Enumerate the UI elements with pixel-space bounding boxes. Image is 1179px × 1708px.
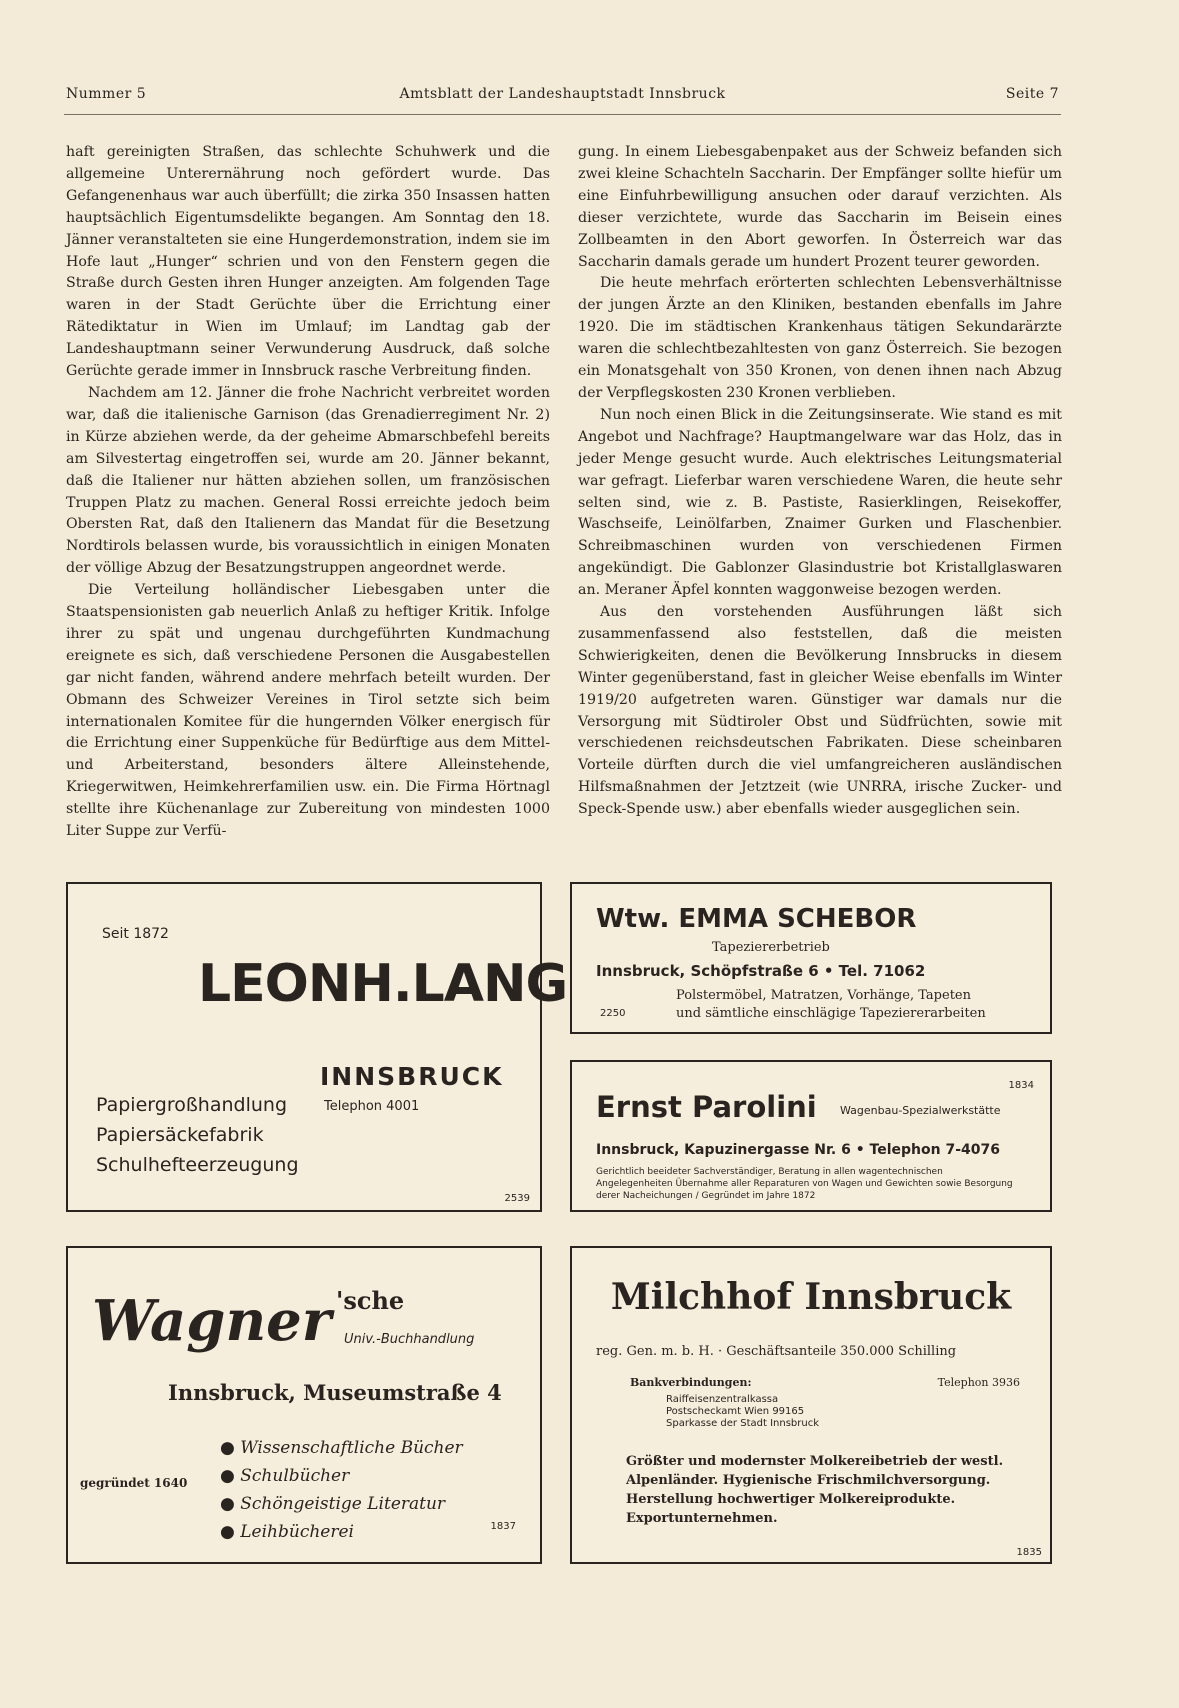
- parolini-fine-2: Angelegenheiten Übernahme aller Reparaturen von Wagen und Gewichten sowie Besorgung derer Nacheichungen / Gegründet im Jahre 1872: [596, 1179, 1013, 1201]
- milchhof-bank-2: Postscheckamt Wien 99165: [666, 1406, 805, 1417]
- milchhof-bank-1: Raiffeisenzentralkassa: [666, 1394, 779, 1405]
- wagner-sub: Univ.-Buchhandlung: [344, 1332, 475, 1347]
- lang-code: 2539: [504, 1193, 530, 1204]
- schebor-address: Innsbruck, Schöpfstraße 6 • Tel. 71062: [596, 962, 926, 980]
- milchhof-phone: Telephon 3936: [937, 1376, 1020, 1389]
- milchhof-code: 1835: [1016, 1547, 1042, 1558]
- left-column: [66, 142, 550, 843]
- right-paragraph-4: Aus den vorstehenden Ausführungen läßt sich zusammenfassend also feststellen, daß die meisten Schwierigkeiten, denen die Bevölkerung Innsbrucks in diesem Winter gegenüberstand, fast in gleicher Weise ebenfalls im Winter 1919/20 aufgetreten waren. Günstiger war damals nur die Versorgung mit Südtiroler Obst und Südfrüchten, sowie mit verschiedenen reichsdeutschen Fabrikaten. Diese scheinbaren Vorteile dürften durch die viel umfangreicheren ausländischen Hilfsmaßnahmen der Jetztzeit (wie UNRRA, irische Zucker- und Speck-Spende usw.) aber ebenfalls wieder ausgeglichen sein.: [578, 604, 1062, 818]
- schebor-goods-2: und sämtliche einschlägige Tapeziererarbeiten: [676, 1006, 986, 1021]
- wagner-item-1: [220, 1438, 463, 1458]
- wagner-founded: gegründet 1640: [80, 1476, 188, 1490]
- milchhof-bank-label: Bankverbindungen:: [630, 1376, 752, 1389]
- wagner-item-label: Schulbücher: [240, 1466, 350, 1486]
- right-paragraph-1: gung. In einem Liebesgabenpaket aus der Schweiz befanden sich zwei kleine Schachteln Saccharin. Der Empfänger sollte hiefür um eine Einfuhrbewilligung ansuchen oder darauf verzichten. Als dieser verzichtete, wurde das Saccharin im Beisein eines Zollbeamten in den Abort geworfen. In Österreich war das Saccharin damals gerade um hundert Prozent teurer geworden.: [578, 144, 1062, 270]
- left-paragraph-2: Nachdem am 12. Jänner die frohe Nachricht verbreitet worden war, daß die italienische Garnison (das Grenadierregiment Nr. 2) in Kürze abziehen werde, da der geheime Abmarschbefehl bereits am Silvestertag eingetroffen sei, wurde am 20. Jänner bekannt, daß die Italiener nur hätten abziehen sollen, um französischen Truppen Platz zu machen. General Rossi erreichte jedoch beim Obersten Rat, daß den Italienern das Mandat für die Besetzung Nordtirols belassen wurde, bis voraussichtlich in einigen Monaten der völlige Abzug der Besatzungstruppen angeordnet werde.: [66, 384, 550, 577]
- ad-leonh-lang: [66, 882, 568, 1212]
- left-paragraph-1: haft gereinigten Straßen, das schlechte Schuhwerk und die allgemeine Unterernährung noch gefördert wurde. Das Gefangenenhaus war auch überfüllt; die zirka 350 Insassen hatten hauptsächlich Eigentumsdelikte begangen. Am Sonntag den 18. Jänner veranstalteten sie eine Hungerdemonstration, indem sie im Hofe laut „Hunger“ schrien und von den Fenstern gegen die Straße durch Gesten ihren Hunger anzeigten. Am folgenden Tage waren in der Stadt Gerüchte über die Errichtung einer Rätediktatur in Wien im Umlauf; im Landtag gab der Landeshauptmann seiner Verwunderung Ausdruck, daß solche Gerüchte gerade immer in Innsbruck rasche Verbreitung finden.: [66, 144, 550, 380]
- right-paragraph-2: Die heute mehrfach erörterten schlechten Lebensverhältnisse der jungen Ärzte an den Kliniken, bestanden ebenfalls im Jahre 1920. Die im städtischen Krankenhaus tätigen Sekundarärzte waren die schlechtbezahltesten von ganz Österreich. Sie bezogen ein Monatsgehalt von 350 Kronen, von denen ihnen nach Abzug der Verpflegskosten 230 Kronen verblieben.: [578, 275, 1062, 401]
- left-paragraph-3: Die Verteilung holländischer Liebesgaben unter die Staatspensionisten gab neuerlich Anlaß zu heftiger Kritik. Infolge ihrer zu spät und ungenau durchgeführten Kundmachung ereignete es sich, daß verschiedene Personen die Ausgabestellen gar nicht fanden, während andere mehrfach beteilt wurden. Der Obmann des Schweizer Vereines in Tirol setzte sich beim internationalen Komitee für die hungernden Völker energisch für die Errichtung einer Suppenküche für Bedürftige aus dem Mittel- und Arbeiterstand, besonders ältere Alleinstehende, Kriegerwitwen, Heimkehrerfamilien usw. ein. Die Firma Hörtnagl stellte ihre Küchenanlage zur Zubereitung von mindesten 1000 Liter Suppe zur Verfü-: [66, 582, 550, 840]
- ad-ernst-parolini: [570, 1060, 1052, 1212]
- bullet-icon: ●: [220, 1494, 241, 1514]
- wagner-item-2: [220, 1466, 349, 1486]
- wagner-suffix: 'sche: [336, 1286, 405, 1315]
- wagner-item-3: [220, 1494, 445, 1514]
- ad-wagner-buchhandlung: [66, 1246, 542, 1564]
- schebor-trade: Tapeziererbetrieb: [712, 940, 830, 955]
- page-number: Seite 7: [1005, 86, 1059, 102]
- wagner-item-label: Leihbücherei: [240, 1522, 354, 1542]
- lang-city: INNSBRUCK: [320, 1062, 504, 1091]
- lang-line-3: Schulhefteerzeugung: [96, 1154, 299, 1176]
- milchhof-slogan: Größter und modernster Molkereibetrieb der westl. Alpenländer. Hygienische Frischmilchversorgung. Herstellung hochwertiger Molkereiprodukte. Exportunternehmen.: [626, 1454, 1004, 1526]
- bullet-icon: ●: [220, 1438, 241, 1458]
- milchhof-legal: reg. Gen. m. b. H. · Geschäftsanteile 350.000 Schilling: [596, 1344, 957, 1359]
- ad-milchhof-innsbruck: [570, 1246, 1052, 1564]
- lang-line-1: Papiergroßhandlung: [96, 1094, 288, 1116]
- wagner-name: Wagner: [92, 1288, 332, 1354]
- right-column: [578, 142, 1062, 821]
- schebor-code: 2250: [600, 1008, 626, 1019]
- schebor-name: Wtw. EMMA SCHEBOR: [596, 904, 917, 934]
- publication-title: Amtsblatt der Landeshauptstadt Innsbruck: [399, 86, 726, 102]
- right-paragraph-3: Nun noch einen Blick in die Zeitungsinserate. Wie stand es mit Angebot und Nachfrage? Hauptmangelware war das Holz, das in jeder Menge gesucht wurde. Auch elektrisches Leitungsmaterial war gefragt. Lieferbar waren verschiedene Waren, die heute sehr selten sind, wie z. B. Pastiste, Rasierklingen, Reisekoffer, Waschseife, Leinölfarben, Znaimer Gurken und Flaschenbier. Schreibmaschinen wurden von verschiedenen Firmen angekündigt. Die Gablonzer Glasindustrie bot Kristallglaswaren an. Meraner Äpfel konnten waggonweise bezogen werden.: [578, 406, 1062, 599]
- issue-number: Nummer 5: [66, 86, 147, 102]
- wagner-item-4: [220, 1522, 354, 1542]
- parolini-address: Innsbruck, Kapuzinergasse Nr. 6 • Telephon 7-4076: [596, 1142, 1000, 1158]
- bullet-icon: ●: [220, 1522, 241, 1542]
- bullet-icon: ●: [220, 1466, 241, 1486]
- wagner-address: Innsbruck, Museumstraße 4: [168, 1380, 502, 1405]
- lang-phone: Telephon 4001: [324, 1099, 420, 1114]
- header-rule: [64, 114, 1061, 115]
- lang-line-2: Papiersäckefabrik: [96, 1124, 264, 1146]
- parolini-trade: Wagenbau-Spezialwerkstätte: [840, 1104, 1001, 1117]
- parolini-code: 1834: [1008, 1080, 1034, 1091]
- wagner-item-label: Wissenschaftliche Bücher: [240, 1438, 463, 1458]
- schebor-goods-1: Polstermöbel, Matratzen, Vorhänge, Tapeten: [676, 988, 971, 1003]
- parolini-name: Ernst Parolini: [596, 1090, 817, 1124]
- wagner-item-label: Schöngeistige Literatur: [240, 1494, 446, 1514]
- ad-emma-schebor: [570, 882, 1052, 1034]
- parolini-fine-1: Gerichtlich beeideter Sachverständiger, Beratung in allen wagentechnischen: [596, 1167, 943, 1177]
- lang-name: LEONH.LANG: [198, 954, 568, 1014]
- milchhof-name: Milchhof Innsbruck: [610, 1276, 1012, 1318]
- lang-since: Seit 1872: [102, 926, 169, 942]
- milchhof-bank-3: Sparkasse der Stadt Innsbruck: [666, 1418, 819, 1429]
- wagner-code: 1837: [490, 1521, 516, 1532]
